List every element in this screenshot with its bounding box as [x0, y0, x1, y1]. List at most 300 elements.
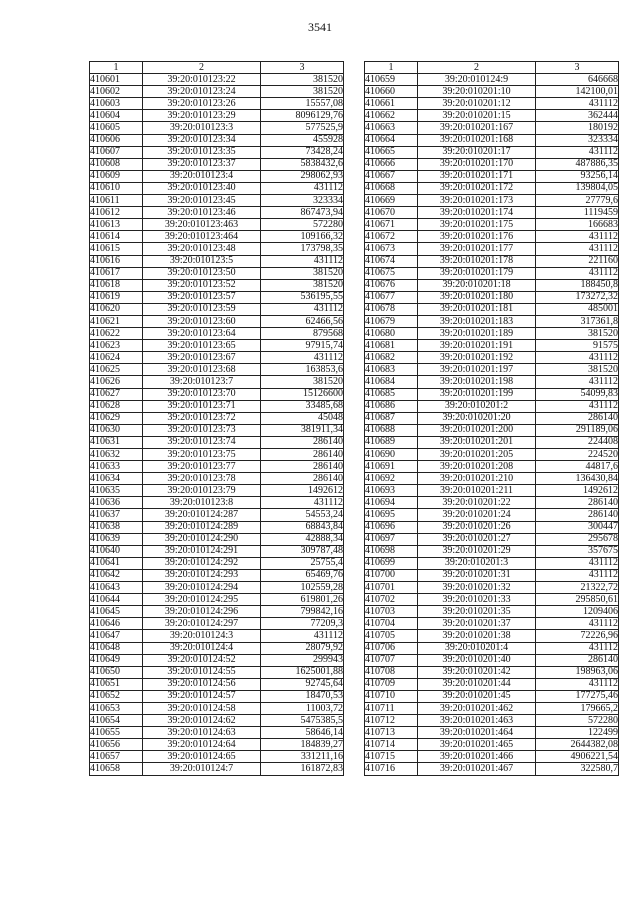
value-cell: 431112 [536, 231, 619, 243]
table-row [365, 182, 619, 194]
row-number-cell: 410657 [90, 751, 143, 763]
col-header-1: 1 [90, 62, 143, 74]
row-number-cell: 410644 [90, 594, 143, 606]
table-row [365, 315, 619, 327]
table-row [365, 195, 619, 207]
row-number-cell: 410622 [90, 328, 143, 340]
cadastral-number-cell: 39:20:010201:27 [418, 533, 536, 545]
cadastral-number-cell: 39:20:010201:192 [418, 352, 536, 364]
table-row [90, 170, 344, 182]
table-row [90, 412, 344, 424]
cadastral-number-cell: 39:20:010124:65 [143, 751, 261, 763]
value-cell: 15126600 [261, 388, 344, 400]
value-cell: 291189,06 [536, 424, 619, 436]
value-cell: 92745,64 [261, 678, 344, 690]
cadastral-number-cell: 39:20:010123:52 [143, 279, 261, 291]
table-row [365, 98, 619, 110]
value-cell: 431112 [261, 255, 344, 267]
row-number-cell: 410713 [365, 727, 418, 739]
row-number-cell: 410645 [90, 606, 143, 618]
row-number-cell: 410604 [90, 110, 143, 122]
value-cell: 286140 [261, 449, 344, 461]
table-row [90, 303, 344, 315]
table-row [90, 388, 344, 400]
table-row [365, 690, 619, 702]
table-row [365, 231, 619, 243]
row-number-cell: 410670 [365, 207, 418, 219]
cadastral-number-cell: 39:20:010123:79 [143, 485, 261, 497]
row-number-cell: 410690 [365, 449, 418, 461]
table-row [90, 98, 344, 110]
value-cell: 198963,06 [536, 666, 619, 678]
value-cell: 1625001,88 [261, 666, 344, 678]
table-left [89, 61, 344, 776]
table-row [365, 642, 619, 654]
row-number-cell: 410658 [90, 763, 143, 775]
table-row [365, 122, 619, 134]
row-number-cell: 410702 [365, 594, 418, 606]
cadastral-number-cell: 39:20:010201:205 [418, 449, 536, 461]
cadastral-number-cell: 39:20:010123:26 [143, 98, 261, 110]
row-number-cell: 410614 [90, 231, 143, 243]
value-cell: 1119459 [536, 207, 619, 219]
cadastral-number-cell: 39:20:010201:199 [418, 388, 536, 400]
table-row [365, 207, 619, 219]
cadastral-number-cell: 39:20:010123:35 [143, 146, 261, 158]
table-row [365, 388, 619, 400]
table-row [365, 424, 619, 436]
value-cell: 1492612 [261, 485, 344, 497]
table-row [90, 690, 344, 702]
row-number-cell: 410698 [365, 545, 418, 557]
value-cell: 381520 [261, 86, 344, 98]
cadastral-number-cell: 39:20:010201:467 [418, 763, 536, 775]
table-row [90, 569, 344, 581]
row-number-cell: 410667 [365, 170, 418, 182]
value-cell: 1209406 [536, 606, 619, 618]
table-row [90, 134, 344, 146]
table-row [365, 594, 619, 606]
row-number-cell: 410617 [90, 267, 143, 279]
value-cell: 97915,74 [261, 340, 344, 352]
value-cell: 8096129,76 [261, 110, 344, 122]
row-number-cell: 410642 [90, 569, 143, 581]
table-row [365, 134, 619, 146]
value-cell: 431112 [536, 352, 619, 364]
row-number-cell: 410635 [90, 485, 143, 497]
table-row [90, 158, 344, 170]
cadastral-number-cell: 39:20:010124:290 [143, 533, 261, 545]
row-number-cell: 410661 [365, 98, 418, 110]
cadastral-number-cell: 39:20:010201:24 [418, 509, 536, 521]
table-row [365, 678, 619, 690]
cadastral-number-cell: 39:20:010124:294 [143, 582, 261, 594]
table-row [365, 86, 619, 98]
cadastral-number-cell: 39:20:010124:292 [143, 557, 261, 569]
cadastral-number-cell: 39:20:010123:48 [143, 243, 261, 255]
row-number-cell: 410619 [90, 291, 143, 303]
table-row [365, 618, 619, 630]
cadastral-number-cell: 39:20:010124:291 [143, 545, 261, 557]
row-number-cell: 410699 [365, 557, 418, 569]
table-row [90, 400, 344, 412]
row-number-cell: 410653 [90, 702, 143, 714]
cadastral-number-cell: 39:20:010123:7 [143, 376, 261, 388]
value-cell: 5475385,5 [261, 715, 344, 727]
value-cell: 33485,68 [261, 400, 344, 412]
cadastral-number-cell: 39:20:010123:464 [143, 231, 261, 243]
col-header-3: 3 [261, 62, 344, 74]
table-row [90, 521, 344, 533]
cadastral-number-cell: 39:20:010201:2 [418, 400, 536, 412]
value-cell: 122499 [536, 727, 619, 739]
value-cell: 619801,26 [261, 594, 344, 606]
cadastral-number-cell: 39:20:010201:38 [418, 630, 536, 642]
value-cell: 431112 [536, 678, 619, 690]
cadastral-number-cell: 39:20:010123:64 [143, 328, 261, 340]
value-cell: 102559,28 [261, 582, 344, 594]
row-number-cell: 410712 [365, 715, 418, 727]
cadastral-number-cell: 39:20:010201:463 [418, 715, 536, 727]
row-number-cell: 410625 [90, 364, 143, 376]
table-row [90, 291, 344, 303]
table-row [90, 497, 344, 509]
row-number-cell: 410689 [365, 436, 418, 448]
cadastral-number-cell: 39:20:010123:57 [143, 291, 261, 303]
row-number-cell: 410606 [90, 134, 143, 146]
row-number-cell: 410680 [365, 328, 418, 340]
row-number-cell: 410641 [90, 557, 143, 569]
value-cell: 431112 [261, 352, 344, 364]
table-row [365, 654, 619, 666]
value-cell: 431112 [536, 557, 619, 569]
row-number-cell: 410649 [90, 654, 143, 666]
row-number-cell: 410700 [365, 569, 418, 581]
table-row [365, 509, 619, 521]
row-number-cell: 410656 [90, 739, 143, 751]
row-number-cell: 410603 [90, 98, 143, 110]
table-row [90, 340, 344, 352]
row-number-cell: 410710 [365, 690, 418, 702]
table-row [90, 195, 344, 207]
cadastral-number-cell: 39:20:010123:68 [143, 364, 261, 376]
value-cell: 62466,56 [261, 315, 344, 327]
row-number-cell: 410627 [90, 388, 143, 400]
cadastral-number-cell: 39:20:010201:465 [418, 739, 536, 751]
cadastral-number-cell: 39:20:010201:175 [418, 219, 536, 231]
value-cell: 331211,16 [261, 751, 344, 763]
cadastral-number-cell: 39:20:010201:466 [418, 751, 536, 763]
row-number-cell: 410714 [365, 739, 418, 751]
cadastral-number-cell: 39:20:010201:171 [418, 170, 536, 182]
cadastral-number-cell: 39:20:010123:50 [143, 267, 261, 279]
row-number-cell: 410640 [90, 545, 143, 557]
value-cell: 431112 [536, 146, 619, 158]
table-row [365, 328, 619, 340]
cadastral-number-cell: 39:20:010201:200 [418, 424, 536, 436]
value-cell: 431112 [261, 630, 344, 642]
row-number-cell: 410633 [90, 461, 143, 473]
cadastral-number-cell: 39:20:010123:77 [143, 461, 261, 473]
cadastral-number-cell: 39:20:010201:17 [418, 146, 536, 158]
page-number: 3541 [308, 20, 332, 34]
row-number-cell: 410683 [365, 364, 418, 376]
value-cell: 295850,61 [536, 594, 619, 606]
table-header-row [365, 62, 619, 74]
cadastral-number-cell: 39:20:010201:211 [418, 485, 536, 497]
table-row [90, 449, 344, 461]
table-row [90, 243, 344, 255]
row-number-cell: 410623 [90, 340, 143, 352]
cadastral-number-cell: 39:20:010201:32 [418, 582, 536, 594]
row-number-cell: 410630 [90, 424, 143, 436]
value-cell: 322580,7 [536, 763, 619, 775]
cadastral-number-cell: 39:20:010124:58 [143, 702, 261, 714]
row-number-cell: 410701 [365, 582, 418, 594]
row-number-cell: 410685 [365, 388, 418, 400]
value-cell: 455928 [261, 134, 344, 146]
cadastral-number-cell: 39:20:010201:15 [418, 110, 536, 122]
cadastral-number-cell: 39:20:010124:52 [143, 654, 261, 666]
row-number-cell: 410679 [365, 315, 418, 327]
cadastral-number-cell: 39:20:010201:208 [418, 461, 536, 473]
value-cell: 381520 [536, 328, 619, 340]
row-number-cell: 410652 [90, 690, 143, 702]
table-right [364, 61, 619, 776]
value-cell: 54553,24 [261, 509, 344, 521]
table-row [365, 497, 619, 509]
row-number-cell: 410704 [365, 618, 418, 630]
cadastral-number-cell: 39:20:010201:201 [418, 436, 536, 448]
table-row [365, 74, 619, 86]
value-cell: 286140 [261, 473, 344, 485]
table-row [365, 158, 619, 170]
table-row [365, 110, 619, 122]
row-number-cell: 410715 [365, 751, 418, 763]
table-row [90, 255, 344, 267]
cadastral-number-cell: 39:20:010201:4 [418, 642, 536, 654]
value-cell: 188450,8 [536, 279, 619, 291]
row-number-cell: 410621 [90, 315, 143, 327]
value-cell: 21322,72 [536, 582, 619, 594]
table-row [90, 533, 344, 545]
cadastral-number-cell: 39:20:010201:191 [418, 340, 536, 352]
cadastral-number-cell: 39:20:010123:73 [143, 424, 261, 436]
table-row [365, 352, 619, 364]
value-cell: 173272,32 [536, 291, 619, 303]
value-cell: 4906221,54 [536, 751, 619, 763]
row-number-cell: 410668 [365, 182, 418, 194]
row-number-cell: 410605 [90, 122, 143, 134]
row-number-cell: 410602 [90, 86, 143, 98]
table-row [90, 279, 344, 291]
cadastral-number-cell: 39:20:010123:71 [143, 400, 261, 412]
cadastral-number-cell: 39:20:010123:60 [143, 315, 261, 327]
table-row [365, 243, 619, 255]
cadastral-number-cell: 39:20:010201:37 [418, 618, 536, 630]
value-cell: 431112 [261, 182, 344, 194]
value-cell: 28079,92 [261, 642, 344, 654]
cadastral-number-cell: 39:20:010201:33 [418, 594, 536, 606]
cadastral-number-cell: 39:20:010124:287 [143, 509, 261, 521]
table-row [90, 364, 344, 376]
value-cell: 68843,84 [261, 521, 344, 533]
table-row [90, 352, 344, 364]
value-cell: 44817,6 [536, 461, 619, 473]
cadastral-number-cell: 39:20:010123:67 [143, 352, 261, 364]
table-row [90, 666, 344, 678]
row-number-cell: 410678 [365, 303, 418, 315]
table-row [365, 436, 619, 448]
table-row [90, 594, 344, 606]
table-row [365, 569, 619, 581]
value-cell: 286140 [536, 654, 619, 666]
cadastral-number-cell: 39:20:010124:297 [143, 618, 261, 630]
table-row [90, 751, 344, 763]
value-cell: 431112 [261, 497, 344, 509]
value-cell: 2644382,08 [536, 739, 619, 751]
cadastral-number-cell: 39:20:010123:46 [143, 207, 261, 219]
cadastral-number-cell: 39:20:010201:179 [418, 267, 536, 279]
table-row [90, 461, 344, 473]
table-row [365, 279, 619, 291]
value-cell: 381520 [261, 267, 344, 279]
table-row [90, 509, 344, 521]
cadastral-number-cell: 39:20:010124:3 [143, 630, 261, 642]
table-row [90, 630, 344, 642]
table-row [90, 763, 344, 775]
table-row [365, 630, 619, 642]
table-row [365, 727, 619, 739]
table-row [90, 727, 344, 739]
table-row [90, 267, 344, 279]
row-number-cell: 410655 [90, 727, 143, 739]
table-row [365, 545, 619, 557]
value-cell: 161872,83 [261, 763, 344, 775]
cadastral-number-cell: 39:20:010201:462 [418, 702, 536, 714]
value-cell: 163853,6 [261, 364, 344, 376]
value-cell: 136430,84 [536, 473, 619, 485]
value-cell: 286140 [261, 436, 344, 448]
value-cell: 54099,83 [536, 388, 619, 400]
table-row [365, 400, 619, 412]
table-header-row [90, 62, 344, 74]
row-number-cell: 410646 [90, 618, 143, 630]
cadastral-number-cell: 39:20:010123:8 [143, 497, 261, 509]
table-row [365, 255, 619, 267]
table-row [365, 412, 619, 424]
row-number-cell: 410691 [365, 461, 418, 473]
table-row [365, 219, 619, 231]
cadastral-number-cell: 39:20:010201:198 [418, 376, 536, 388]
row-number-cell: 410693 [365, 485, 418, 497]
row-number-cell: 410705 [365, 630, 418, 642]
value-cell: 72226,96 [536, 630, 619, 642]
cadastral-number-cell: 39:20:010124:293 [143, 569, 261, 581]
cadastral-number-cell: 39:20:010201:177 [418, 243, 536, 255]
table-row [90, 74, 344, 86]
row-number-cell: 410643 [90, 582, 143, 594]
cadastral-number-cell: 39:20:010201:44 [418, 678, 536, 690]
row-number-cell: 410665 [365, 146, 418, 158]
table-row [365, 364, 619, 376]
value-cell: 42888,34 [261, 533, 344, 545]
value-cell: 5838432,6 [261, 158, 344, 170]
table-row [90, 315, 344, 327]
value-cell: 431112 [536, 400, 619, 412]
value-cell: 177275,46 [536, 690, 619, 702]
row-number-cell: 410694 [365, 497, 418, 509]
value-cell: 431112 [261, 303, 344, 315]
value-cell: 93256,14 [536, 170, 619, 182]
cadastral-number-cell: 39:20:010201:12 [418, 98, 536, 110]
cadastral-number-cell: 39:20:010201:18 [418, 279, 536, 291]
row-number-cell: 410716 [365, 763, 418, 775]
cadastral-number-cell: 39:20:010201:42 [418, 666, 536, 678]
row-number-cell: 410681 [365, 340, 418, 352]
value-cell: 15557,08 [261, 98, 344, 110]
table-row [90, 182, 344, 194]
value-cell: 381520 [261, 74, 344, 86]
cadastral-number-cell: 39:20:010201:45 [418, 690, 536, 702]
row-number-cell: 410639 [90, 533, 143, 545]
row-number-cell: 410634 [90, 473, 143, 485]
cadastral-number-cell: 39:20:010201:40 [418, 654, 536, 666]
table-row [90, 436, 344, 448]
row-number-cell: 410709 [365, 678, 418, 690]
row-number-cell: 410708 [365, 666, 418, 678]
table-row [365, 557, 619, 569]
row-number-cell: 410676 [365, 279, 418, 291]
cadastral-number-cell: 39:20:010201:20 [418, 412, 536, 424]
value-cell: 18470,53 [261, 690, 344, 702]
row-number-cell: 410695 [365, 509, 418, 521]
cadastral-number-cell: 39:20:010201:35 [418, 606, 536, 618]
cadastral-number-cell: 39:20:010201:197 [418, 364, 536, 376]
value-cell: 431112 [536, 618, 619, 630]
table-row [90, 582, 344, 594]
cadastral-number-cell: 39:20:010201:29 [418, 545, 536, 557]
value-cell: 867473,94 [261, 207, 344, 219]
row-number-cell: 410703 [365, 606, 418, 618]
cadastral-number-cell: 39:20:010201:172 [418, 182, 536, 194]
row-number-cell: 410615 [90, 243, 143, 255]
table-row [365, 485, 619, 497]
row-number-cell: 410660 [365, 86, 418, 98]
value-cell: 431112 [536, 267, 619, 279]
table-row [90, 146, 344, 158]
value-cell: 309787,48 [261, 545, 344, 557]
value-cell: 77209,3 [261, 618, 344, 630]
value-cell: 295678 [536, 533, 619, 545]
value-cell: 646668 [536, 74, 619, 86]
row-number-cell: 410609 [90, 170, 143, 182]
table-row [90, 86, 344, 98]
table-row [90, 715, 344, 727]
table-row [365, 739, 619, 751]
row-number-cell: 410654 [90, 715, 143, 727]
value-cell: 142100,01 [536, 86, 619, 98]
row-number-cell: 410612 [90, 207, 143, 219]
row-number-cell: 410611 [90, 195, 143, 207]
value-cell: 286140 [261, 461, 344, 473]
cadastral-number-cell: 39:20:010201:189 [418, 328, 536, 340]
value-cell: 166683 [536, 219, 619, 231]
row-number-cell: 410697 [365, 533, 418, 545]
value-cell: 431112 [536, 376, 619, 388]
value-cell: 879568 [261, 328, 344, 340]
value-cell: 27779,6 [536, 195, 619, 207]
